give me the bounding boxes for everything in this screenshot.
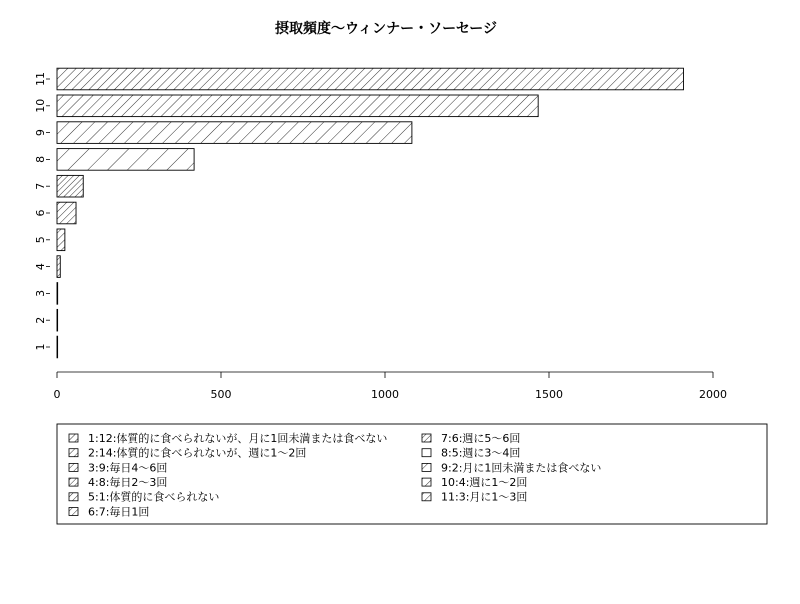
y-axis <box>34 72 50 351</box>
x-tick-label: 1000 <box>371 388 399 401</box>
legend-label: 7:6:週に5～6回 <box>441 431 521 445</box>
y-tick-label: 5 <box>33 236 47 244</box>
y-tick-label: 7 <box>33 182 47 190</box>
x-tick-label: 0 <box>53 388 61 401</box>
legend-label: 10:4:週に1～2回 <box>441 475 528 489</box>
chart-title: 摂取頻度～ウィンナー・ソーセージ <box>274 21 498 37</box>
bars <box>57 68 683 358</box>
bar-7 <box>57 175 83 197</box>
y-tick-label: 8 <box>33 155 47 163</box>
x-axis <box>54 372 728 401</box>
bar-1 <box>57 336 58 358</box>
legend-label: 9:2:月に1回未満または食べない <box>441 461 602 475</box>
bar-10 <box>57 95 538 117</box>
legend-swatch <box>69 478 78 486</box>
legend-swatch <box>69 508 78 516</box>
legend-label: 4:8:毎日2～3回 <box>88 475 168 489</box>
bar-4 <box>57 256 60 278</box>
legend-swatch <box>69 449 78 457</box>
legend-swatch <box>422 463 431 471</box>
y-tick-label: 9 <box>33 129 47 137</box>
y-tick-label: 2 <box>33 316 47 324</box>
legend-label: 8:5:週に3～4回 <box>441 446 521 460</box>
x-tick-label: 1500 <box>535 388 563 401</box>
bar-6 <box>57 202 76 224</box>
bar-9 <box>57 122 412 144</box>
y-tick-label: 11 <box>33 72 47 86</box>
y-tick-label: 1 <box>33 343 47 351</box>
legend-swatch <box>69 463 78 471</box>
x-tick-label: 500 <box>210 388 232 401</box>
legend-label: 3:9:毎日4～6回 <box>88 461 168 475</box>
legend-swatch <box>69 434 78 442</box>
y-tick-label: 10 <box>33 98 47 113</box>
y-tick-label: 4 <box>33 263 47 271</box>
legend-label: 1:12:体質的に食べられないが、月に1回未満または食べない <box>88 431 388 445</box>
bar-8 <box>57 149 194 171</box>
legend-label: 11:3:月に1～3回 <box>441 490 528 504</box>
legend-label: 5:1:体質的に食べられない <box>88 490 220 504</box>
bar-5 <box>57 229 65 251</box>
legend-swatch <box>422 493 431 501</box>
legend <box>57 424 767 524</box>
legend-swatch <box>422 478 431 486</box>
legend-swatch <box>422 449 431 457</box>
y-tick-label: 6 <box>33 209 47 217</box>
legend-label: 6:7:毎日1回 <box>88 505 150 519</box>
y-tick-label: 3 <box>33 289 47 297</box>
legend-swatch <box>69 493 78 501</box>
bar-3 <box>57 283 58 305</box>
legend-label: 2:14:体質的に食べられないが、週に1～2回 <box>88 446 307 460</box>
x-tick-label: 2000 <box>699 388 727 401</box>
legend-swatch <box>422 434 431 442</box>
bar-11 <box>57 68 683 90</box>
bar-2 <box>57 309 58 331</box>
